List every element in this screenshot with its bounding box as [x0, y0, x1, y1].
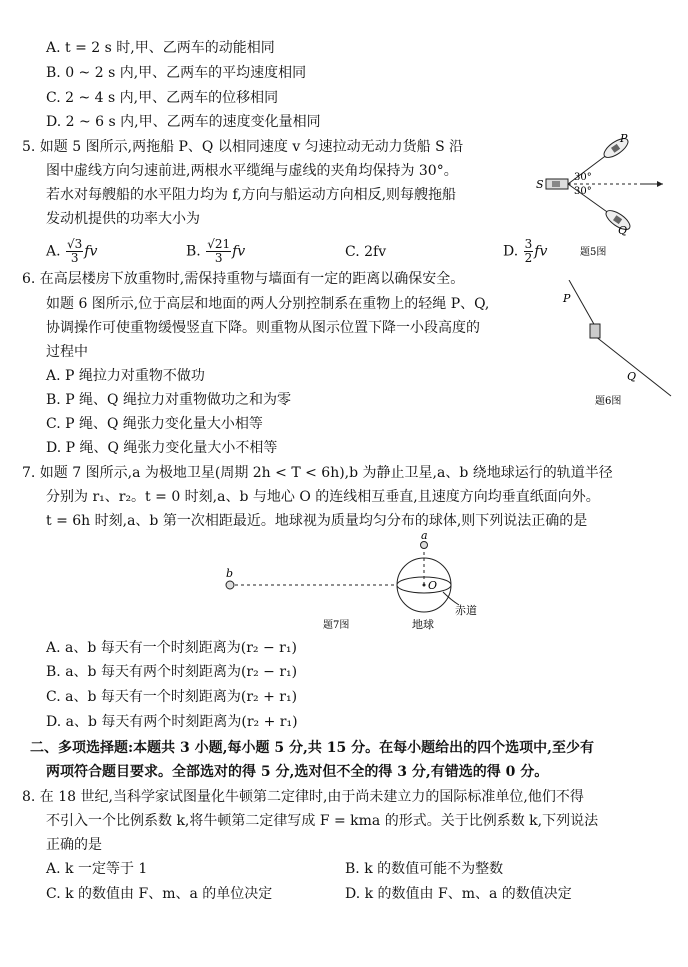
q7-option-d: D. a、b 每天有两个时刻距离为(r₂ + r₁): [46, 714, 298, 730]
fig7-label-earth: 地球: [412, 618, 434, 631]
fig5-label-q: Q: [618, 224, 628, 237]
q7-option-b: B. a、b 每天有两个时刻距离为(r₂ − r₁): [46, 664, 298, 680]
figure-5: [528, 130, 678, 270]
q6-line-1: 6. 在高层楼房下放重物时,需保持重物与墙面有一定的距离以确保安全。: [22, 271, 465, 287]
q7-option-a: A. a、b 每天有一个时刻距离为(r₂ − r₁): [46, 640, 297, 656]
q6-option-a: A. P 绳拉力对重物不做功: [46, 368, 205, 384]
fig7-label-equator: 赤道: [455, 604, 477, 617]
q5-line-3: 若水对每艘船的水平阻力均为 f,方向与船运动方向相反,则每艘拖船: [46, 187, 457, 203]
q5-option-a: A. $\frac{√3}{3}$ fv: [46, 237, 98, 265]
fig6-label-q: Q: [627, 370, 637, 383]
fig5-caption: 题5图: [580, 247, 607, 258]
figure-7: [215, 530, 495, 635]
q8-line-1: 8. 在 18 世纪,当科学家试图量化牛顿第二定律时,由于尚未建立力的国际标准单位,他们不得: [22, 789, 584, 805]
q5-line-1: 5. 如题 5 图所示,两拖船 P、Q 以相同速度 v 匀速拉动无动力货船 S 沿: [22, 139, 464, 155]
fig5-angle-top: 30°: [574, 172, 592, 183]
ship-s: [546, 179, 568, 189]
fig7-label-a: a: [421, 530, 428, 542]
rope-q: [595, 336, 671, 396]
fig7-caption: 题7图: [323, 620, 350, 631]
q4-option-b: B. 0 ~ 2 s 内,甲、乙两车的平均速度相同: [46, 65, 307, 81]
q7-option-c: C. a、b 每天有一个时刻距离为(r₂ + r₁): [46, 689, 298, 705]
q8-option-c: C. k 的数值由 F、m、a 的单位决定: [46, 886, 273, 902]
q6-line-2: 如题 6 图所示,位于高层和地面的两人分别控制系在重物上的轻绳 P、Q,: [46, 296, 490, 312]
satellite-b: [226, 581, 234, 589]
q6-line-3: 协调操作可使重物缓慢竖直下降。则重物从图示位置下降一小段高度的: [46, 320, 480, 336]
q7-line-1: 7. 如题 7 图所示,a 为极地卫星(周期 2h < T < 6h),b 为静止卫星,a、b 绕地球运行的轨道半径: [22, 465, 613, 481]
q5-option-d: D. $\frac{3}{2}$ fv: [503, 237, 548, 265]
fig5-label-p: P: [620, 132, 628, 145]
fig6-caption: 题6图: [595, 396, 622, 407]
fig5-label-s: S: [536, 178, 544, 191]
arrow-head-icon: [657, 181, 663, 187]
fig7-label-b: b: [226, 567, 234, 580]
q4-option-a: A. t = 2 s 时,甲、乙两车的动能相同: [46, 40, 275, 56]
q8-option-b: B. k 的数值可能不为整数: [345, 861, 504, 877]
q7-line-2: 分别为 r₁、r₂。t = 0 时刻,a、b 与地心 O 的连线相互垂直,且速度方向均垂直纸面向外。: [46, 489, 600, 505]
satellite-a: [421, 542, 428, 549]
q8-option-d: D. k 的数值由 F、m、a 的数值决定: [345, 886, 572, 902]
rope-p: [569, 280, 595, 326]
fig6-label-p: P: [563, 292, 571, 305]
q8-option-a: A. k 一定等于 1: [46, 861, 148, 877]
q5-line-2: 图中虚线方向匀速前进,两根水平缆绳与虚线的夹角均保持为 30°。: [46, 163, 458, 179]
center-o: [423, 584, 426, 587]
q5-line-4: 发动机提供的功率大小为: [46, 211, 200, 227]
q4-option-d: D. 2 ~ 6 s 内,甲、乙两车的速度变化量相同: [46, 114, 321, 130]
q4-option-c: C. 2 ~ 4 s 内,甲、乙两车的位移相同: [46, 90, 279, 106]
fig5-angle-bottom: 30°: [574, 186, 592, 197]
q7-line-3: t = 6h 时刻,a、b 第一次相距最近。地球视为质量均匀分布的球体,则下列说法正确的是: [46, 513, 588, 529]
section-2-heading-line-2: 两项符合题目要求。全部选对的得 5 分,选对但不全的得 3 分,有错选的得 0 分。: [46, 764, 549, 780]
q5-option-c: C. 2fv: [345, 244, 387, 260]
q5-option-b: B. $\frac{√21}{3}$ fv: [186, 237, 246, 265]
figure-6: [555, 280, 680, 410]
q6-option-b: B. P 绳、Q 绳拉力对重物做功之和为零: [46, 392, 291, 408]
q6-option-d: D. P 绳、Q 绳张力变化量大小不相等: [46, 440, 278, 456]
q6-line-4: 过程中: [46, 344, 88, 360]
section-2-heading-line-1: 二、多项选择题:本题共 3 小题,每小题 5 分,共 15 分。在每小题给出的四个选项中,至少有: [30, 740, 594, 756]
fig7-label-o: O: [428, 579, 438, 592]
q8-line-3: 正确的是: [46, 837, 102, 853]
q6-option-c: C. P 绳、Q 绳张力变化量大小相等: [46, 416, 263, 432]
heavy-object: [590, 324, 600, 338]
q8-line-2: 不引入一个比例系数 k,将牛顿第二定律写成 F = kma 的形式。关于比例系数 k,下列说法: [46, 813, 599, 829]
